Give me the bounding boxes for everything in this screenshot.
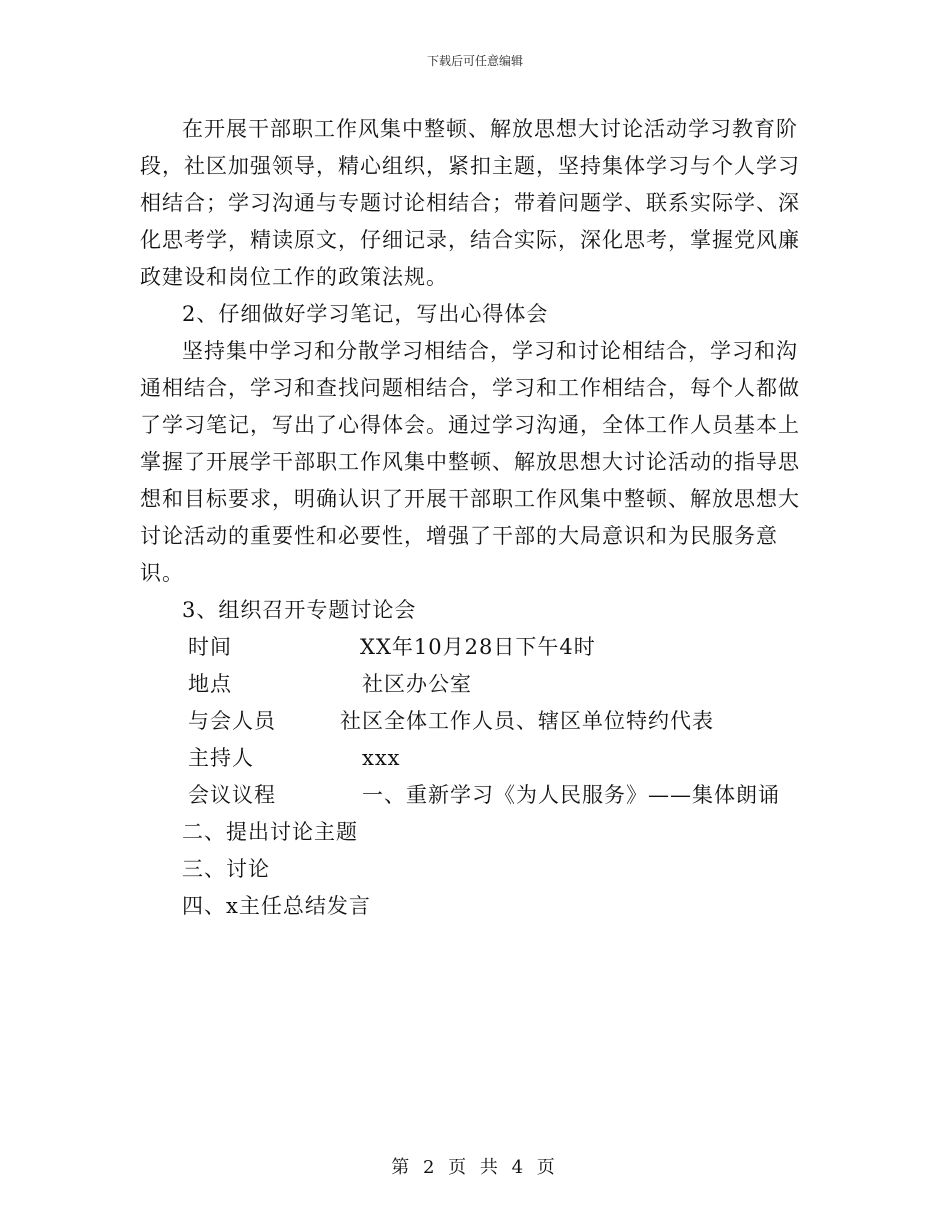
meeting-host-label: 主持人 <box>188 746 254 770</box>
meeting-row-time <box>140 629 810 666</box>
section-heading-notes: 2、仔细做好学习笔记，写出心得体会 <box>182 302 549 326</box>
meeting-attendees-value: 社区全体工作人员、辖区单位特约代表 <box>340 709 714 733</box>
meeting-time-label: 时间 <box>188 635 232 659</box>
page-header: 下载后可任意编辑 <box>426 54 523 68</box>
meeting-agenda-item-2: 二、提出讨论主题 <box>182 820 358 844</box>
meeting-place-label: 地点 <box>188 672 232 696</box>
paragraph-notes-experience: 坚持集中学习和分散学习相结合，学习和讨论相结合，学习和沟通相结合，学习和查找问题相结合，学习和工作相结合，每个人都做了学习笔记，写出了心得体会。通过学习沟通，全体工作人员基本上掌握了开展学干部职工作风集中整顿、解放思想大讨论活动的指导思想和目标要求，明确认识了开展干部职工作风集中整顿、解放思想大讨论活动的重要性和必要性，增强了干部的大局意识和为民服务意识。 <box>140 339 800 585</box>
meeting-agenda-item-3: 三、讨论 <box>182 857 270 881</box>
meeting-agenda-item-4: 四、x主任总结发言 <box>182 894 371 918</box>
meeting-place-value: 社区办公室 <box>362 672 472 696</box>
meeting-host-value: xxx <box>362 746 401 770</box>
page-footer: 第 2 页 共 4 页 <box>391 1157 559 1178</box>
meeting-time-value: XX年10月28日下午4时 <box>360 635 596 659</box>
meeting-attendees-label: 与会人员 <box>188 709 276 733</box>
meeting-row-host <box>140 740 810 777</box>
meeting-row-place <box>140 666 810 703</box>
meeting-row-attendees <box>140 703 810 740</box>
meeting-agenda-item-1: 一、重新学习《为人民服务》——集体朗诵 <box>362 783 780 807</box>
section-heading-discussion: 3、组织召开专题讨论会 <box>182 598 417 622</box>
document-body <box>140 111 810 925</box>
meeting-agenda-label: 会议议程 <box>188 783 276 807</box>
meeting-row-agenda <box>140 777 810 814</box>
paragraph-study-education: 在开展干部职工作风集中整顿、解放思想大讨论活动学习教育阶段，社区加强领导，精心组织，紧扣主题，坚持集体学习与个人学习相结合；学习沟通与专题讨论相结合；带着问题学、联系实际学、深化思考学，精读原文，仔细记录，结合实际，深化思考，掌握党风廉政建设和岗位工作的政策法规。 <box>140 117 800 289</box>
